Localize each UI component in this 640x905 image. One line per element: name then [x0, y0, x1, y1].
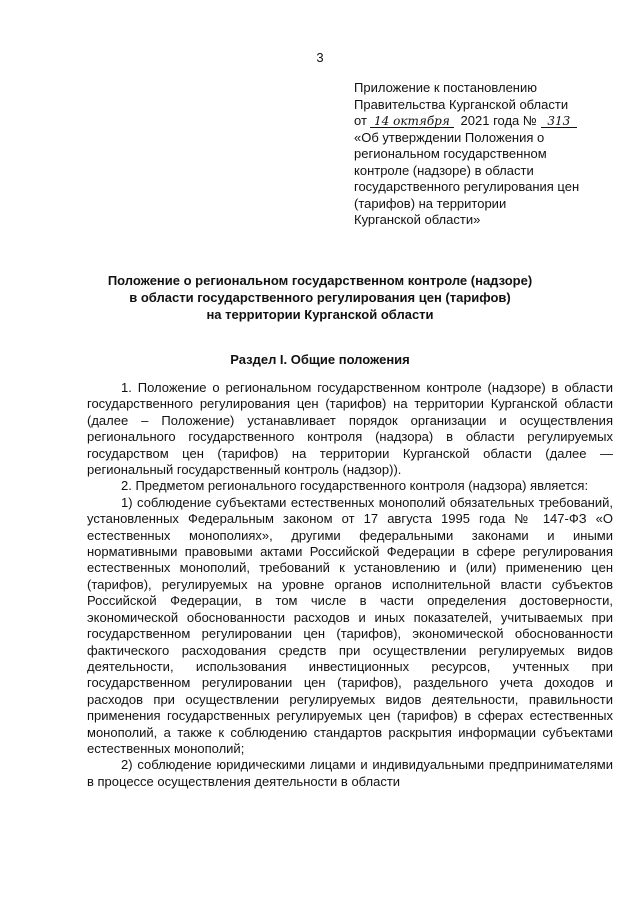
title-line: Положение о региональном государственном контроле (надзоре): [107, 273, 533, 288]
handwritten-date: 14 октября: [370, 115, 454, 128]
page-number: 3: [316, 50, 324, 65]
appendix-date-line: [354, 113, 614, 130]
title-line: в области государственного регулирования цен (тарифов): [129, 290, 511, 305]
appendix-block: [354, 80, 614, 229]
appendix-from-prefix: от: [354, 113, 367, 128]
appendix-line: Правительства Курганской области: [354, 96, 569, 112]
section-heading: Раздел I. Общие положения: [230, 352, 410, 367]
appendix-year-text: 2021 года №: [460, 113, 537, 128]
appendix-line: государственного регулирования цен: [354, 179, 580, 194]
appendix-line: Курганской области»: [354, 212, 481, 227]
paragraph: 2) соблюдение юридическими лицами и индивидуальными предпринимателями в процессе осуществления деятельности в области: [87, 757, 613, 789]
appendix-line: региональном государственном: [354, 146, 547, 161]
paragraph: 2. Предметом регионального государственного контроля (надзора) является:: [121, 478, 589, 494]
appendix-line: «Об утверждении Положения о: [354, 129, 545, 145]
title-line: на территории Курганской области: [206, 307, 434, 322]
paragraph: 1. Положение о региональном государственном контроле (надзоре) в области государственного регулирования цен (тарифов) на территории Курганской области (далее – Положение) устанавливает порядок организации и осуществления регионального государственного контроля (надзора) в области регулируемых государством цен (тарифов) на территории Курганской области (далее — региональный государственный контроль (надзор)).: [87, 380, 613, 478]
appendix-line: (тарифов) на территории: [354, 195, 507, 211]
handwritten-number: 313: [541, 115, 577, 128]
paragraph: 1) соблюдение субъектами естественных монополий обязательных требований, установленных Федеральным законом от 17 августа 1995 года № 147-ФЗ «О естественных монополиях», другими федеральными законами и иными нормативными правовыми актами Российской Федерации в сфере регулирования естественных монополий, требований к установлению и (или) применению цен (тарифов), регулируемых на уровне органов исполнительной власти субъектов Российской Федерации, в том числе в части определения достоверности, экономической обоснованности расходов и иных показателей, учитываемых при государственном регулировании цен (тарифов), экономической обоснованности фактического расходования средств при осуществлении регулируемых видов деятельности, использования инвестиционных ресурсов, учтенных при государственном регулировании цен (тарифов), раздельного учета доходов и расходов при осуществлении регулируемых видов деятельности, правильности применения государственных регулируемых цен (тарифов) в сферах естественных монополий, а также к соблюдению стандартов раскрытия информации субъектами естественных монополий;: [87, 494, 613, 756]
body-text: [87, 380, 613, 790]
appendix-line: Приложение к постановлению: [354, 80, 537, 95]
document-title: [0, 272, 640, 323]
appendix-line: контроле (надзоре) в области: [354, 162, 534, 178]
